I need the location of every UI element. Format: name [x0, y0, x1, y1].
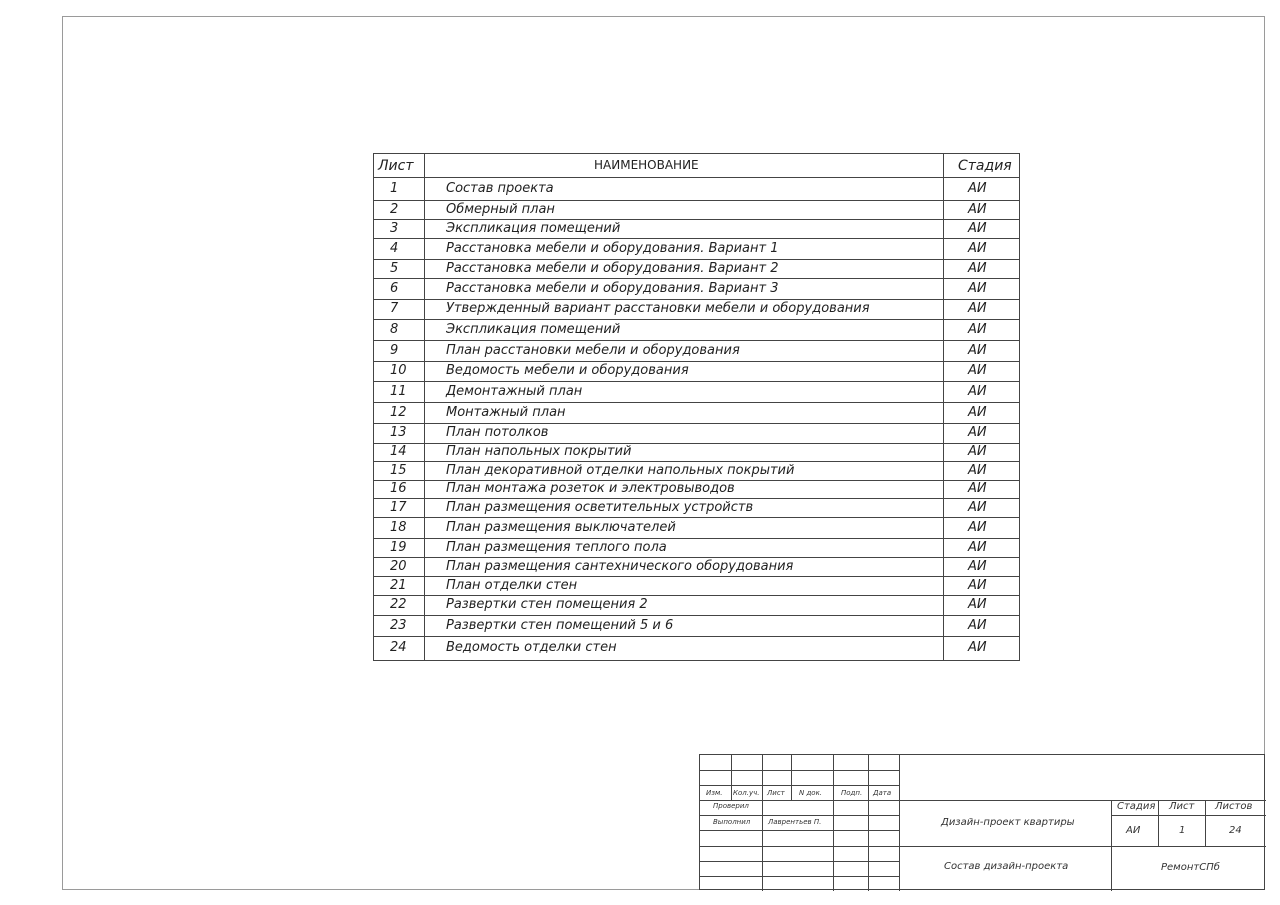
row-number: 2: [390, 202, 399, 217]
row-stage: АИ: [968, 343, 987, 358]
row-stage: АИ: [968, 281, 987, 296]
row-number: 7: [390, 301, 399, 316]
row-stage: АИ: [968, 221, 987, 236]
row-number: 6: [390, 281, 399, 296]
row-divider: [374, 595, 1019, 596]
grid-line: [700, 846, 1266, 847]
table-divider: [943, 154, 944, 660]
row-number: 18: [390, 520, 407, 535]
sheets-value: 24: [1229, 825, 1242, 836]
row-divider: [374, 557, 1019, 558]
row-number: 17: [390, 500, 407, 515]
executed-label: Выполнил: [713, 818, 751, 826]
row-stage: АИ: [968, 520, 987, 535]
row-divider: [374, 517, 1019, 518]
row-number: 1: [390, 181, 399, 196]
row-number: 12: [390, 405, 407, 420]
row-name: План размещения сантехнического оборудования: [446, 559, 794, 574]
row-stage: АИ: [968, 261, 987, 276]
row-name: Экспликация помещений: [446, 322, 621, 337]
row-name: Расстановка мебели и оборудования. Вариант 3: [446, 281, 779, 296]
row-stage: АИ: [968, 578, 987, 593]
row-divider: [374, 538, 1019, 539]
row-number: 14: [390, 444, 407, 459]
grid-line: [700, 830, 899, 831]
row-number: 10: [390, 363, 407, 378]
row-divider: [374, 200, 1019, 201]
row-number: 19: [390, 540, 407, 555]
col-header-sheet: Лист: [767, 789, 785, 797]
header-name: НАИМЕНОВАНИЕ: [594, 158, 699, 172]
row-stage: АИ: [968, 241, 987, 256]
grid-line: [868, 755, 869, 891]
grid-line: [762, 755, 763, 891]
row-number: 21: [390, 578, 407, 593]
col-header-count: Кол.уч.: [733, 789, 760, 797]
row-name: План размещения теплого пола: [446, 540, 667, 555]
grid-line: [700, 815, 899, 816]
row-stage: АИ: [968, 463, 987, 478]
grid-line: [833, 755, 834, 891]
row-divider: [374, 615, 1019, 616]
row-divider: [374, 340, 1019, 341]
row-stage: АИ: [968, 597, 987, 612]
row-number: 20: [390, 559, 407, 574]
row-name: План напольных покрытий: [446, 444, 632, 459]
sheet-list-table: [373, 153, 1020, 661]
row-number: 23: [390, 618, 407, 633]
row-divider: [374, 423, 1019, 424]
row-name: Расстановка мебели и оборудования. Вариант 2: [446, 261, 779, 276]
row-stage: АИ: [968, 500, 987, 515]
grid-line: [700, 770, 899, 771]
row-stage: АИ: [968, 444, 987, 459]
row-divider: [374, 278, 1019, 279]
row-divider: [374, 576, 1019, 577]
sheet-value: 1: [1179, 825, 1186, 836]
row-stage: АИ: [968, 425, 987, 440]
row-divider: [374, 361, 1019, 362]
row-name: Утвержденный вариант расстановки мебели и оборудования: [446, 301, 870, 316]
row-name: Обмерный план: [446, 202, 555, 217]
row-number: 3: [390, 221, 399, 236]
header-sheet: Лист: [378, 158, 414, 174]
row-stage: АИ: [968, 481, 987, 496]
grid-line: [1205, 800, 1206, 846]
row-name: Монтажный план: [446, 405, 566, 420]
row-name: План декоративной отделки напольных покрытий: [446, 463, 795, 478]
row-divider: [374, 177, 1019, 178]
row-divider: [374, 402, 1019, 403]
row-divider: [374, 498, 1019, 499]
row-name: Демонтажный план: [446, 384, 583, 399]
row-divider: [374, 219, 1019, 220]
sheet-title: Состав дизайн-проекта: [944, 861, 1069, 872]
grid-line: [1111, 800, 1112, 891]
grid-line: [1111, 815, 1266, 816]
grid-line: [700, 876, 899, 877]
row-number: 4: [390, 241, 399, 256]
row-stage: АИ: [968, 618, 987, 633]
row-divider: [374, 238, 1019, 239]
row-stage: АИ: [968, 202, 987, 217]
row-stage: АИ: [968, 540, 987, 555]
row-name: Ведомость мебели и оборудования: [446, 363, 689, 378]
row-name: Развертки стен помещения 2: [446, 597, 648, 612]
row-number: 5: [390, 261, 399, 276]
sheet-label: Лист: [1169, 801, 1195, 812]
row-number: 22: [390, 597, 407, 612]
row-name: План размещения осветительных устройств: [446, 500, 754, 515]
grid-line: [791, 755, 792, 800]
row-stage: АИ: [968, 181, 987, 196]
title-block: [699, 754, 1265, 890]
checked-label: Проверил: [713, 802, 749, 810]
row-stage: АИ: [968, 405, 987, 420]
row-number: 11: [390, 384, 407, 399]
row-number: 16: [390, 481, 407, 496]
row-name: Расстановка мебели и оборудования. Вариант 1: [446, 241, 779, 256]
row-stage: АИ: [968, 559, 987, 574]
project-title: Дизайн-проект квартиры: [941, 817, 1075, 828]
row-name: Состав проекта: [446, 181, 554, 196]
row-number: 8: [390, 322, 399, 337]
col-header-doc: N док.: [799, 789, 823, 797]
executor-name: Лаврентьев П.: [768, 818, 822, 826]
grid-line: [731, 755, 732, 800]
row-divider: [374, 636, 1019, 637]
col-header-sign: Подп.: [841, 789, 863, 797]
grid-line: [899, 755, 900, 891]
row-name: Экспликация помещений: [446, 221, 621, 236]
row-name: План монтажа розеток и электровыводов: [446, 481, 735, 496]
grid-line: [700, 785, 899, 786]
row-name: План потолков: [446, 425, 549, 440]
row-divider: [374, 381, 1019, 382]
row-number: 13: [390, 425, 407, 440]
row-stage: АИ: [968, 301, 987, 316]
header-stage: Стадия: [958, 158, 1012, 174]
row-divider: [374, 259, 1019, 260]
row-name: План размещения выключателей: [446, 520, 676, 535]
row-number: 9: [390, 343, 399, 358]
row-divider: [374, 461, 1019, 462]
row-divider: [374, 299, 1019, 300]
row-stage: АИ: [968, 640, 987, 655]
row-number: 24: [390, 640, 407, 655]
row-name: План отделки стен: [446, 578, 578, 593]
company-name: РемонтСПб: [1161, 862, 1220, 873]
row-divider: [374, 319, 1019, 320]
sheets-label: Листов: [1215, 801, 1253, 812]
col-header-change: Изм.: [706, 789, 723, 797]
grid-line: [700, 861, 899, 862]
row-name: Развертки стен помещений 5 и 6: [446, 618, 674, 633]
col-header-date: Дата: [873, 789, 892, 797]
row-stage: АИ: [968, 384, 987, 399]
row-name: План расстановки мебели и оборудования: [446, 343, 740, 358]
stage-value: АИ: [1126, 825, 1141, 836]
row-stage: АИ: [968, 363, 987, 378]
row-name: Ведомость отделки стен: [446, 640, 617, 655]
grid-line: [1158, 800, 1159, 846]
row-number: 15: [390, 463, 407, 478]
table-divider: [424, 154, 425, 660]
row-stage: АИ: [968, 322, 987, 337]
stage-label: Стадия: [1117, 801, 1156, 812]
